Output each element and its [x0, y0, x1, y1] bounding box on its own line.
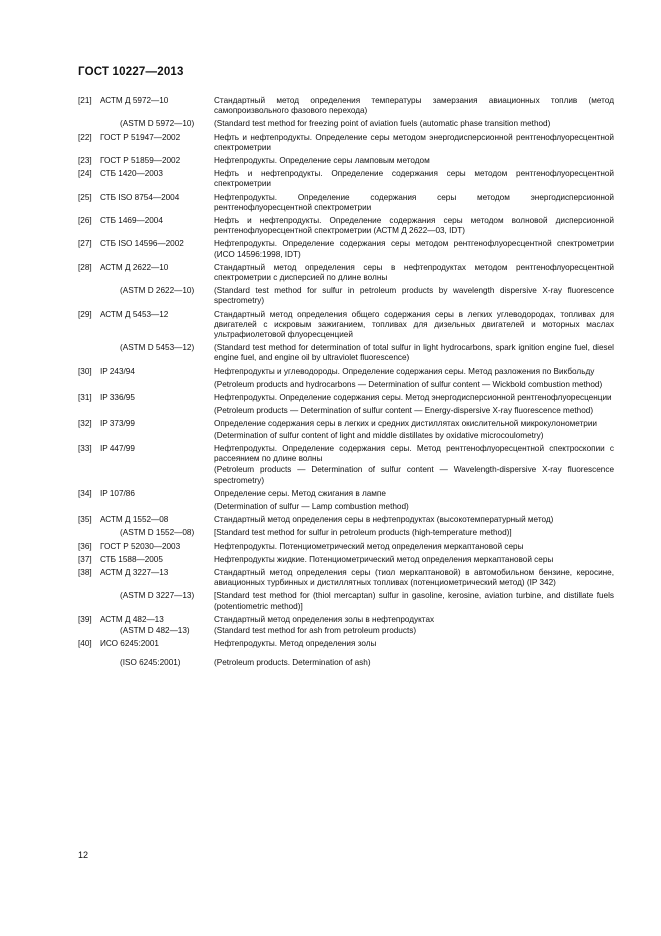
ref-number	[78, 626, 100, 636]
ref-number	[78, 343, 100, 363]
ref-number: [34]	[78, 488, 92, 498]
ref-code: IP 447/99	[100, 443, 135, 453]
ref-code: АСТМ Д 5972—10	[100, 96, 169, 105]
ref-description: (Standard test method for determination of total sulfur in light hydrocarbons, spark ignition engine fuel, diesel engine fuel, and engine oil by ultraviolet fluorescence)	[214, 343, 614, 363]
ref-row	[78, 156, 614, 166]
reference-list	[78, 96, 614, 669]
ref-number: [31]	[78, 393, 92, 403]
ref-row	[78, 310, 614, 341]
ref-row	[78, 555, 614, 565]
ref-row	[78, 216, 614, 236]
ref-number: [32]	[78, 419, 92, 429]
ref-code	[100, 380, 214, 390]
ref-row	[78, 515, 614, 525]
ref-code: IP 243/94	[100, 366, 135, 376]
ref-number: [22]	[78, 132, 92, 142]
ref-number: [26]	[78, 216, 92, 226]
page-number: 12	[78, 850, 89, 860]
ref-code: СТБ 1420—2003	[100, 169, 163, 179]
ref-code: АСТМ Д 3227—13	[100, 567, 169, 577]
ref-row	[78, 658, 614, 668]
ref-row	[78, 591, 614, 611]
ref-row	[78, 133, 614, 153]
ref-row	[78, 639, 614, 649]
ref-description: Стандартный метод определения температуры замерзания авиационных топлив (метод самопроизвольного фазового перехода)	[214, 96, 614, 116]
ref-row	[78, 406, 614, 416]
ref-number: [37]	[78, 554, 92, 564]
ref-row	[78, 367, 614, 377]
ref-row	[78, 502, 614, 512]
ref-code: (ASTM D 1552—08)	[120, 528, 195, 538]
ref-code: (ASTM D 5453—12)	[120, 343, 195, 353]
ref-description: Нефтепродукты. Определение содержания серы. Метод энергодисперсионной рентгенофлуоресценции	[214, 393, 612, 403]
ref-number: [30]	[78, 366, 92, 376]
ref-code: ГОСТ Р 51947—2002	[100, 132, 181, 142]
ref-description: Нефтепродукты. Определение серы ламповым методом	[214, 156, 430, 166]
ref-code: IP 107/86	[100, 488, 135, 498]
ref-row	[78, 615, 614, 625]
ref-number: [25]	[78, 192, 92, 202]
ref-number: [36]	[78, 541, 92, 551]
ref-description: (Standard test method for freezing point of aviation fuels (automatic phase transition method)	[214, 119, 551, 129]
ref-code: IP 373/99	[100, 419, 135, 429]
ref-number	[78, 502, 100, 512]
ref-description: (Petroleum products and hydrocarbons — Determination of sulfur content — Wickbold combustion method)	[214, 379, 603, 389]
ref-code: ГОСТ Р 52030—2003	[100, 541, 181, 551]
ref-description: (Standard test method for sulfur in petroleum products by wavelength dispersive X-ray fluorescence spectrometry)	[214, 286, 614, 306]
ref-description: Стандартный метод определения общего содержания серы в легких углеводородах, топливах для двигателей с искровым зажиганием, топливах для дизельных двигателей и моторных маслах ультрафиолетовой флуоресценцией	[214, 309, 614, 340]
ref-code	[100, 465, 214, 485]
ref-description: Стандартный метод определения золы в нефтепродуктах	[214, 614, 435, 624]
ref-number	[78, 431, 100, 441]
ref-description: Нефтепродукты. Определение содержания серы методом рентгенофлуоресцентной спектрометрии (ИСО 14596:1998, IDT)	[214, 239, 614, 259]
ref-code: АСТМ Д 1552—08	[100, 515, 169, 525]
ref-description: Нефть и нефтепродукты. Определение содержания серы методом рентгенофлуоресцентной спектрометрии	[214, 169, 614, 189]
ref-description: (Standard test method for ash from petroleum products)	[214, 625, 417, 635]
ref-row	[78, 431, 614, 441]
ref-number: [24]	[78, 169, 92, 179]
ref-number: [38]	[78, 567, 92, 577]
ref-description: Нефтепродукты. Определение содержания серы. Метод рентгенофлуоресцентной спектроскопии с рассеянием по длине волны	[214, 443, 614, 464]
ref-code: ИСО 6245:2001	[100, 639, 159, 649]
ref-row	[78, 119, 614, 129]
ref-row	[78, 239, 614, 259]
ref-description: Нефть и нефтепродукты. Определение содержания серы методом волновой дисперсионной рентгенофлуоресцентной спектрометрии (АСТМ Д 2622—03, IDT)	[214, 216, 614, 236]
ref-number	[78, 528, 100, 538]
ref-code: (ASTM D 5972—10)	[120, 119, 195, 129]
ref-row	[78, 419, 614, 429]
ref-code: СТБ 1469—2004	[100, 216, 163, 226]
ref-code: (ISO 6245:2001)	[120, 658, 181, 668]
ref-row	[78, 263, 614, 283]
ref-code: IP 336/95	[100, 393, 135, 403]
ref-description: Определение содержания серы в легких и средних дистиллятах окислительной микрокулонометрии	[214, 419, 597, 429]
ref-description: Нефтепродукты жидкие. Потенциометрический метод определения меркаптановой серы	[214, 554, 554, 564]
ref-code	[100, 406, 214, 416]
ref-number: [40]	[78, 639, 92, 649]
ref-row	[78, 489, 614, 499]
ref-code: СТБ ISO 14596—2002	[100, 239, 184, 249]
ref-code: (ASTM D 482—13)	[120, 625, 190, 635]
ref-description: Нефтепродукты. Определение содержания серы методом энергодисперсионной рентгенофлуоресцентной спектрометрии	[214, 192, 614, 212]
ref-description: Нефтепродукты. Потенциометрический метод определения меркаптановой серы	[214, 541, 524, 551]
ref-code: СТБ 1588—2005	[100, 554, 163, 564]
ref-description: Определение серы. Метод сжигания в лампе	[214, 488, 386, 498]
ref-number	[78, 591, 100, 611]
ref-code	[100, 431, 214, 441]
ref-code: АСТМ Д 5453—12	[100, 309, 169, 319]
ref-number	[78, 286, 100, 306]
ref-row	[78, 286, 614, 306]
ref-number	[78, 380, 100, 390]
ref-code: СТБ ISO 8754—2004	[100, 192, 180, 202]
ref-number: [29]	[78, 309, 92, 319]
ref-description: [Standard test method for sulfur in petroleum products (high-temperature method)]	[214, 528, 512, 538]
ref-row	[78, 343, 614, 363]
ref-row	[78, 626, 614, 636]
ref-number	[78, 119, 100, 129]
ref-description: Нефть и нефтепродукты. Определение серы методом энергодисперсионной рентгенофлуоресцентной спектрометрии	[214, 132, 614, 152]
ref-number: [39]	[78, 614, 92, 624]
ref-description: Стандартный метод определения серы (тиол меркаптановой) в автомобильном бензине, керосине, авиационных турбинных и дистиллятных топливах (потенциометрический метод) (IP 342)	[214, 567, 614, 588]
ref-description: (Petroleum products — Determination of sulfur content — Energy-dispersive X-ray fluorescence method)	[214, 406, 594, 416]
ref-row	[78, 568, 614, 588]
document-header: ГОСТ 10227—2013	[78, 66, 184, 78]
ref-number	[78, 658, 100, 668]
ref-code: АСТМ Д 2622—10	[100, 262, 169, 272]
ref-row	[78, 465, 614, 485]
ref-code: (ASTM D 2622—10)	[120, 286, 195, 296]
ref-description: (Petroleum products. Determination of ash)	[214, 658, 371, 668]
ref-number: [35]	[78, 515, 92, 525]
ref-row	[78, 96, 614, 116]
ref-code: АСТМ Д 482—13	[100, 614, 164, 624]
ref-number: [21]	[78, 96, 92, 105]
ref-description: (Petroleum products — Determination of sulfur content — Wavelength-dispersive X-ray fluorescence spectrometry)	[214, 465, 614, 485]
ref-code: (ASTM D 3227—13)	[120, 591, 195, 601]
ref-code: ГОСТ Р 51859—2002	[100, 156, 181, 166]
ref-number: [28]	[78, 262, 92, 272]
ref-description: Нефтепродукты. Метод определения золы	[214, 639, 377, 649]
ref-description: [Standard test method for (thiol mercaptan) sulfur in gasoline, kerosine, aviation turbine, and distillate fuels (potentiometric method)]	[214, 591, 614, 611]
ref-description: Нефтепродукты и углеводороды. Определение содержания серы. Метод разложения по Викбольду	[214, 366, 595, 376]
ref-description: (Determination of sulfur — Lamp combustion method)	[214, 501, 409, 511]
ref-row	[78, 393, 614, 403]
ref-row	[78, 542, 614, 552]
ref-number: [33]	[78, 443, 92, 453]
ref-row	[78, 528, 614, 538]
ref-description: Стандартный метод определения серы в нефтепродуктах методом рентгенофлуоресцентной спектрометрии с дисперсией по длине волны	[214, 262, 614, 283]
ref-code	[100, 502, 214, 512]
ref-description: Стандартный метод определения серы в нефтепродуктах (высокотемпературный метод)	[214, 515, 554, 525]
ref-row	[78, 444, 614, 464]
ref-row	[78, 380, 614, 390]
ref-number: [23]	[78, 156, 92, 166]
ref-number	[78, 406, 100, 416]
ref-row	[78, 193, 614, 213]
ref-number	[78, 465, 100, 485]
ref-description: (Determination of sulfur content of light and middle distillates by oxidative microcoulometry)	[214, 430, 544, 440]
ref-row	[78, 169, 614, 189]
ref-number: [27]	[78, 239, 92, 249]
